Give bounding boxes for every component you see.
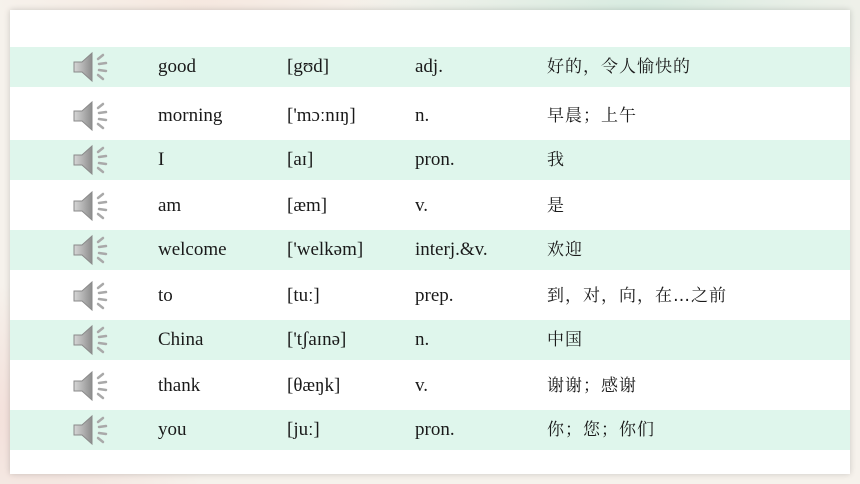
- vocab-meaning: 好的，令人愉快的: [547, 57, 691, 77]
- vocab-row: [10, 140, 850, 180]
- vocab-word: to: [158, 285, 173, 306]
- vocab-phonetic: [θæŋk]: [287, 375, 341, 396]
- vocab-meaning: 中国: [547, 330, 583, 350]
- vocab-row: [10, 276, 850, 316]
- vocab-meaning: 谢谢；感谢: [547, 376, 637, 396]
- vocab-part-of-speech: n.: [415, 329, 430, 350]
- vocab-part-of-speech: v.: [415, 375, 429, 396]
- vocab-part-of-speech: adj.: [415, 56, 443, 77]
- vocab-phonetic: [gʊd]: [287, 56, 330, 77]
- vocab-part-of-speech: interj.&v.: [415, 239, 488, 260]
- speaker-icon[interactable]: [68, 368, 116, 404]
- vocab-row: [10, 320, 850, 360]
- vocab-part-of-speech: v.: [415, 195, 429, 216]
- vocab-part-of-speech: pron.: [415, 419, 455, 440]
- vocab-word: you: [158, 419, 187, 440]
- vocab-row: [10, 410, 850, 450]
- speaker-icon[interactable]: [68, 278, 116, 314]
- vocab-row: [10, 47, 850, 87]
- vocab-word: thank: [158, 375, 201, 396]
- speaker-icon[interactable]: [68, 412, 116, 448]
- vocab-phonetic: [tuː]: [287, 285, 320, 306]
- vocab-part-of-speech: n.: [415, 105, 430, 126]
- vocab-phonetic: ['welkəm]: [287, 239, 364, 260]
- vocab-word: morning: [158, 105, 223, 126]
- vocab-phonetic: [aɪ]: [287, 149, 314, 170]
- vocab-word: am: [158, 195, 182, 216]
- speaker-icon[interactable]: [68, 232, 116, 268]
- vocab-word: good: [158, 56, 196, 77]
- vocab-phonetic: ['tʃaɪnə]: [287, 329, 347, 350]
- speaker-icon[interactable]: [68, 142, 116, 178]
- vocab-meaning: 到，对，向，在…之前: [547, 286, 727, 306]
- vocab-meaning: 你；您；你们: [547, 420, 655, 440]
- speaker-icon[interactable]: [68, 98, 116, 134]
- vocab-meaning: 我: [547, 150, 565, 170]
- vocab-phonetic: [æm]: [287, 195, 328, 216]
- vocab-part-of-speech: prep.: [415, 285, 454, 306]
- vocab-row: [10, 230, 850, 270]
- vocab-phonetic: [juː]: [287, 419, 320, 440]
- vocab-row: [10, 186, 850, 226]
- vocab-phonetic: ['mɔːnɪŋ]: [287, 105, 356, 126]
- vocab-meaning: 是: [547, 196, 565, 216]
- speaker-icon[interactable]: [68, 188, 116, 224]
- vocab-row: [10, 96, 850, 136]
- vocab-meaning: 欢迎: [547, 240, 583, 260]
- vocab-word: I: [158, 149, 165, 170]
- vocab-row: [10, 366, 850, 406]
- vocab-word: welcome: [158, 239, 227, 260]
- speaker-icon[interactable]: [68, 49, 116, 85]
- vocab-part-of-speech: pron.: [415, 149, 455, 170]
- vocabulary-card: [10, 10, 850, 474]
- vocab-meaning: 早晨；上午: [547, 106, 637, 126]
- vocab-word: China: [158, 329, 204, 350]
- speaker-icon[interactable]: [68, 322, 116, 358]
